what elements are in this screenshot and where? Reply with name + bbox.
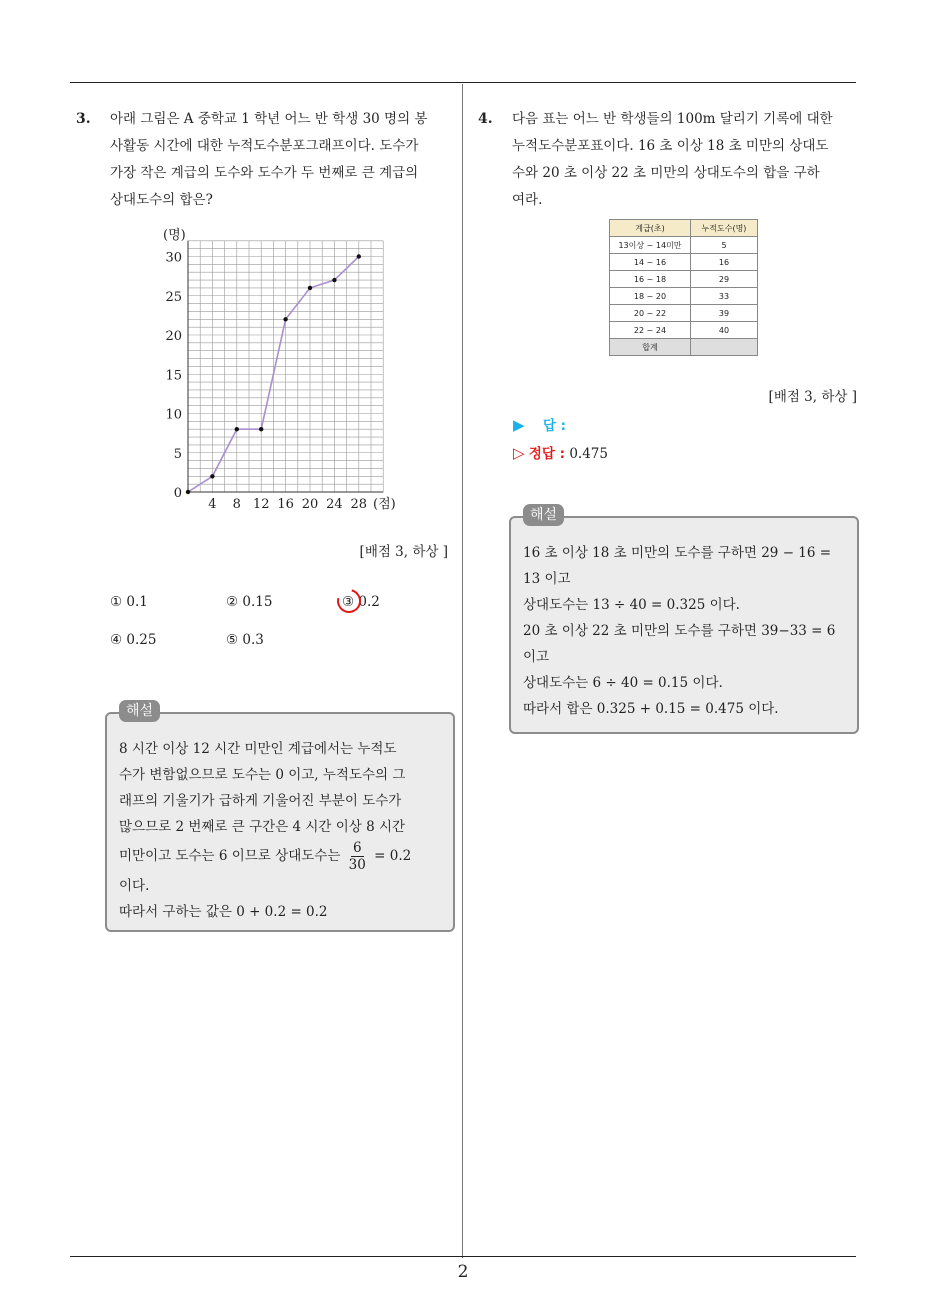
solution-line: 16 초 이상 18 초 미만의 도수를 구하면 29 − 16 = [523,545,832,561]
cumulative-frequency-table [609,219,758,356]
question-4-solution [509,507,859,734]
answer-line [513,414,566,434]
data-point [357,254,361,258]
play-arrow-icon: ▶ [513,416,525,434]
outline-arrow-icon: ▷ [513,444,525,462]
solution-line: 상대도수는 6 ÷ 40 = 0.15 이다. [523,675,723,691]
x-tick-label: 8 [232,497,241,512]
question-text-line: 가장 작은 계급의 도수와 도수가 두 번째로 큰 계급의 [110,165,419,181]
question-4 [478,106,860,214]
table-cell: 33 [691,288,758,305]
choice-2[interactable]: ② 0.15 [226,594,273,610]
table-row [610,322,758,339]
solution-tag: 해설 [523,504,564,526]
choice-3-value: 0.2 [358,594,380,610]
table-cell: 16 ~ 18 [610,271,691,288]
solution-line: 수가 변함없으므로 도수는 0 이고, 누적도수의 그 [119,767,406,783]
column-divider [462,84,463,1258]
question-text-line: 사활동 시간에 대한 누적도수분포그래프이다. 도수가 [110,138,419,154]
x-tick-label: 24 [326,497,343,512]
table-cell: 18 ~ 20 [610,288,691,305]
table-row [610,237,758,254]
cumulative-frequency-chart [150,218,410,518]
y-tick-label: 5 [173,446,182,462]
y-tick-label: 0 [173,486,182,501]
table-header: 누적도수(명) [691,220,758,237]
solution-line: 8 시간 이상 12 시간 미만인 계급에서는 누적도 [119,741,397,757]
table-row [610,254,758,271]
table-cell [691,339,758,356]
data-point [186,490,190,494]
x-tick-label: 12 [252,497,270,512]
table-cell: 39 [691,305,758,322]
table-row [610,271,758,288]
answer-label: 답 : [542,418,566,434]
question-3-header [76,106,454,214]
data-point [210,474,214,478]
question-3-choices [110,594,450,654]
table-cell: 14 ~ 16 [610,254,691,271]
solution-text: 미만이고 도수는 6 이므로 상대도수는 [119,848,341,864]
top-rule [70,82,856,83]
red-circle-icon [333,585,366,618]
data-point [259,427,263,431]
data-point [332,278,336,282]
table-cell: 40 [691,322,758,339]
choice-4[interactable]: ④ 0.25 [110,632,157,648]
y-tick-label: 30 [165,250,182,266]
table-header: 계급(초) [610,220,691,237]
solution-tag: 해설 [119,700,160,722]
data-point [283,317,287,321]
solution-line: 따라서 합은 0.325 + 0.15 = 0.475 이다. [523,701,779,717]
x-tick-label: 28 [350,497,368,512]
choice-3[interactable] [342,594,380,610]
question-3-solution [105,703,455,932]
table-cell: 16 [691,254,758,271]
table-cell: 13이상 ~ 14미만 [610,237,691,254]
y-tick-label: 20 [165,329,182,344]
fraction-numerator: 6 [352,840,362,856]
solution-line: 많으므로 2 번째로 큰 구간은 4 시간 이상 8 시간 [119,819,406,835]
question-4-header [478,106,860,214]
question-text-line: 수와 20 초 이상 22 초 미만의 상대도수의 합을 구하 [512,165,820,181]
table-cell: 5 [691,237,758,254]
y-tick-label: 15 [165,368,182,384]
correct-answer-line [513,442,608,462]
solution-line: 이고 [523,649,550,665]
y-tick-label: 10 [165,407,182,423]
y-tick-label: 25 [165,289,182,305]
data-point [308,286,312,290]
table-total-row [610,339,758,356]
x-tick-label: 4 [208,497,217,512]
solution-line: 래프의 기울기가 급하게 기울어진 부분이 도수가 [119,793,402,809]
choice-1[interactable]: ① 0.1 [110,594,148,610]
question-number: 4. [478,111,493,127]
table-header-row [610,220,758,237]
solution-text: = 0.2 [374,848,412,864]
question-3-score: [배점 3, 하상 ] [359,544,448,560]
fraction-denominator: 30 [348,857,366,873]
solution-line-fraction [119,840,441,873]
choice-5[interactable]: ⑤ 0.3 [226,632,264,648]
solution-line: 이다. [119,878,150,894]
page-number: 2 [457,1262,469,1282]
selected-mark [342,594,354,610]
table-cell: 22 ~ 24 [610,322,691,339]
question-text-line: 여라. [512,192,543,208]
y-axis-label: (명) [163,227,186,243]
table-row [610,288,758,305]
solution-line: 상대도수는 13 ÷ 40 = 0.325 이다. [523,597,740,613]
correct-value: 0.475 [569,446,608,462]
choice-3-symbol: ③ [342,594,355,610]
table-cell: 20 ~ 22 [610,305,691,322]
solution-line: 13 이고 [523,571,571,587]
x-axis-label: (점) [373,497,396,512]
solution-line: 따라서 구하는 값은 0 + 0.2 = 0.2 [119,904,328,920]
x-tick-label: 20 [301,497,319,512]
data-point [235,427,239,431]
question-3 [76,106,454,214]
fraction [349,840,366,873]
solution-line: 20 초 이상 22 초 미만의 도수를 구하면 39−33 = 6 [523,623,836,639]
question-text-line: 다음 표는 어느 반 학생들의 100m 달리기 기록에 대한 [512,111,833,127]
x-tick-label: 16 [277,497,294,512]
question-4-score: [배점 3, 하상 ] [768,389,857,405]
table-cell: 합계 [610,339,691,356]
bottom-rule [70,1256,856,1257]
table-cell: 29 [691,271,758,288]
table-row [610,305,758,322]
question-text-line: 누적도수분포표이다. 16 초 이상 18 초 미만의 상대도 [512,138,829,154]
correct-label: 정답 : [528,446,566,462]
question-text-line: 상대도수의 합은? [110,192,213,208]
question-number: 3. [76,111,91,127]
question-text-line: 아래 그림은 A 중학교 1 학년 어느 반 학생 30 명의 봉 [110,111,428,127]
